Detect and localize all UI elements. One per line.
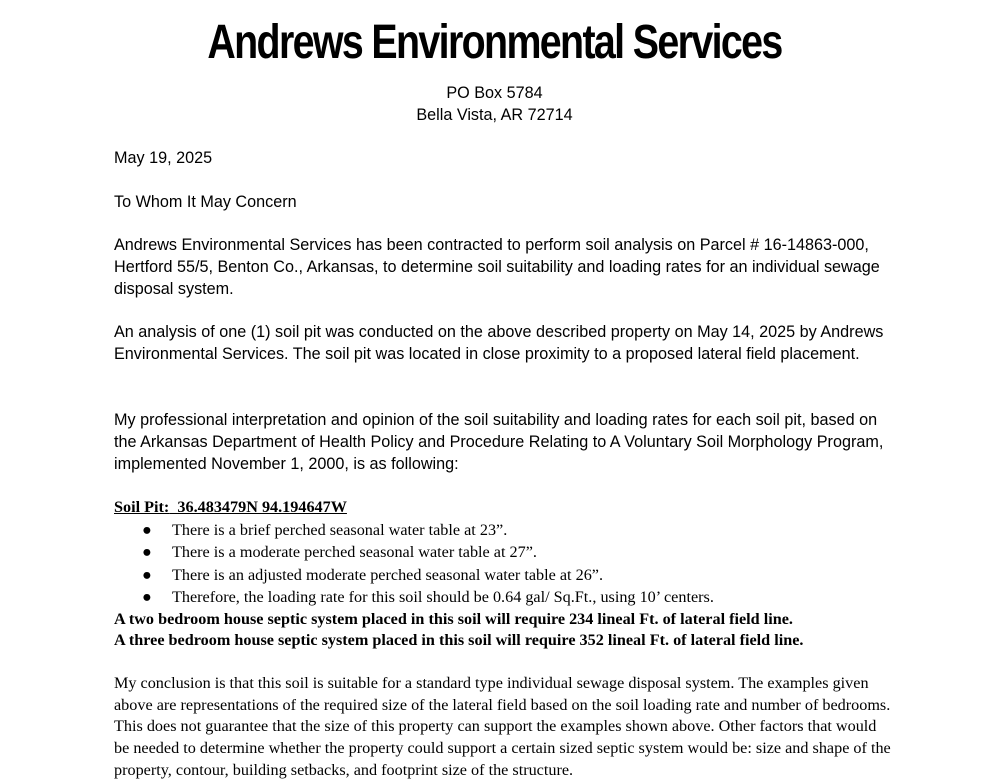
finding-text: There is an adjusted moderate perched seasonal water table at 26”. [172, 565, 604, 584]
soil-pit-label: Soil Pit: [114, 498, 170, 516]
finding-text: Therefore, the loading rate for this soil should be 0.64 gal/ Sq.Ft., using 10’ centers. [172, 588, 714, 606]
letterhead-title: Andrews Environmental Services [207, 16, 782, 69]
analysis-paragraph [114, 321, 894, 365]
two-bedroom-requirement: A two bedroom house septic system placed in this soil will require 234 lineal Ft. of lateral field line. [114, 609, 793, 628]
salutation: To Whom It May Concern [114, 193, 297, 211]
soil-pit-coords: 36.483479N 94.194647W [169, 498, 347, 516]
letterhead-address-line1: PO Box 5784 [446, 84, 543, 102]
finding-text: There is a brief perched seasonal water table at 23”. [172, 520, 508, 539]
soil-pit-section [114, 497, 894, 651]
letter-date: May 19, 2025 [114, 149, 213, 167]
intro-paragraph [114, 234, 894, 300]
soil-pit-findings-list [114, 519, 894, 609]
bullet-icon: ● [142, 565, 152, 584]
list-item [114, 541, 894, 564]
soil-pit-heading [114, 497, 894, 519]
letterhead-address-line2: Bella Vista, AR 72714 [416, 106, 573, 124]
opinion-paragraph [114, 409, 894, 475]
intro-text: Andrews Environmental Services has been contracted to perform soil analysis on Parcel # 16-14863-000, Hertford 55/5, Benton Co., Arkansas, to determine soil suitability and loading rates for an individual sewage disposal system. [114, 236, 880, 298]
conclusion-paragraph [114, 673, 894, 782]
opinion-text: My professional interpretation and opinion of the soil suitability and loading rates for each soil pit, based on the Arkansas Department of Health Policy and Procedure Relating to A Voluntary Soil Morphology Program, implemented November 1, 2000, is as following: [114, 411, 884, 473]
analysis-text: An analysis of one (1) soil pit was conducted on the above described property on May 14, 2025 by Andrews Environmental Services. The soil pit was located in close proximity to a proposed lateral field placement. [114, 323, 884, 363]
conclusion-text: My conclusion is that this soil is suitable for a standard type individual sewage disposal system. The examples given above are representations of the required size of the lateral field based on the soil loading rate and number of bedrooms. This does not guarantee that the size of this property can support the examples shown above. Other factors that would be needed to determine whether the property could support a certain sized septic system would be: size and shape of the property, contour, building setbacks, and footprint size of the structure. [114, 674, 891, 779]
list-item [114, 586, 894, 609]
finding-text: There is a moderate perched seasonal water table at 27”. [172, 543, 537, 561]
list-item [114, 519, 894, 542]
list-item [114, 564, 894, 587]
bullet-icon: ● [142, 520, 152, 539]
bullet-icon: ● [142, 588, 152, 606]
three-bedroom-requirement: A three bedroom house septic system placed in this soil will require 352 lineal Ft. of lateral field line. [114, 630, 804, 649]
bullet-icon: ● [142, 543, 152, 561]
